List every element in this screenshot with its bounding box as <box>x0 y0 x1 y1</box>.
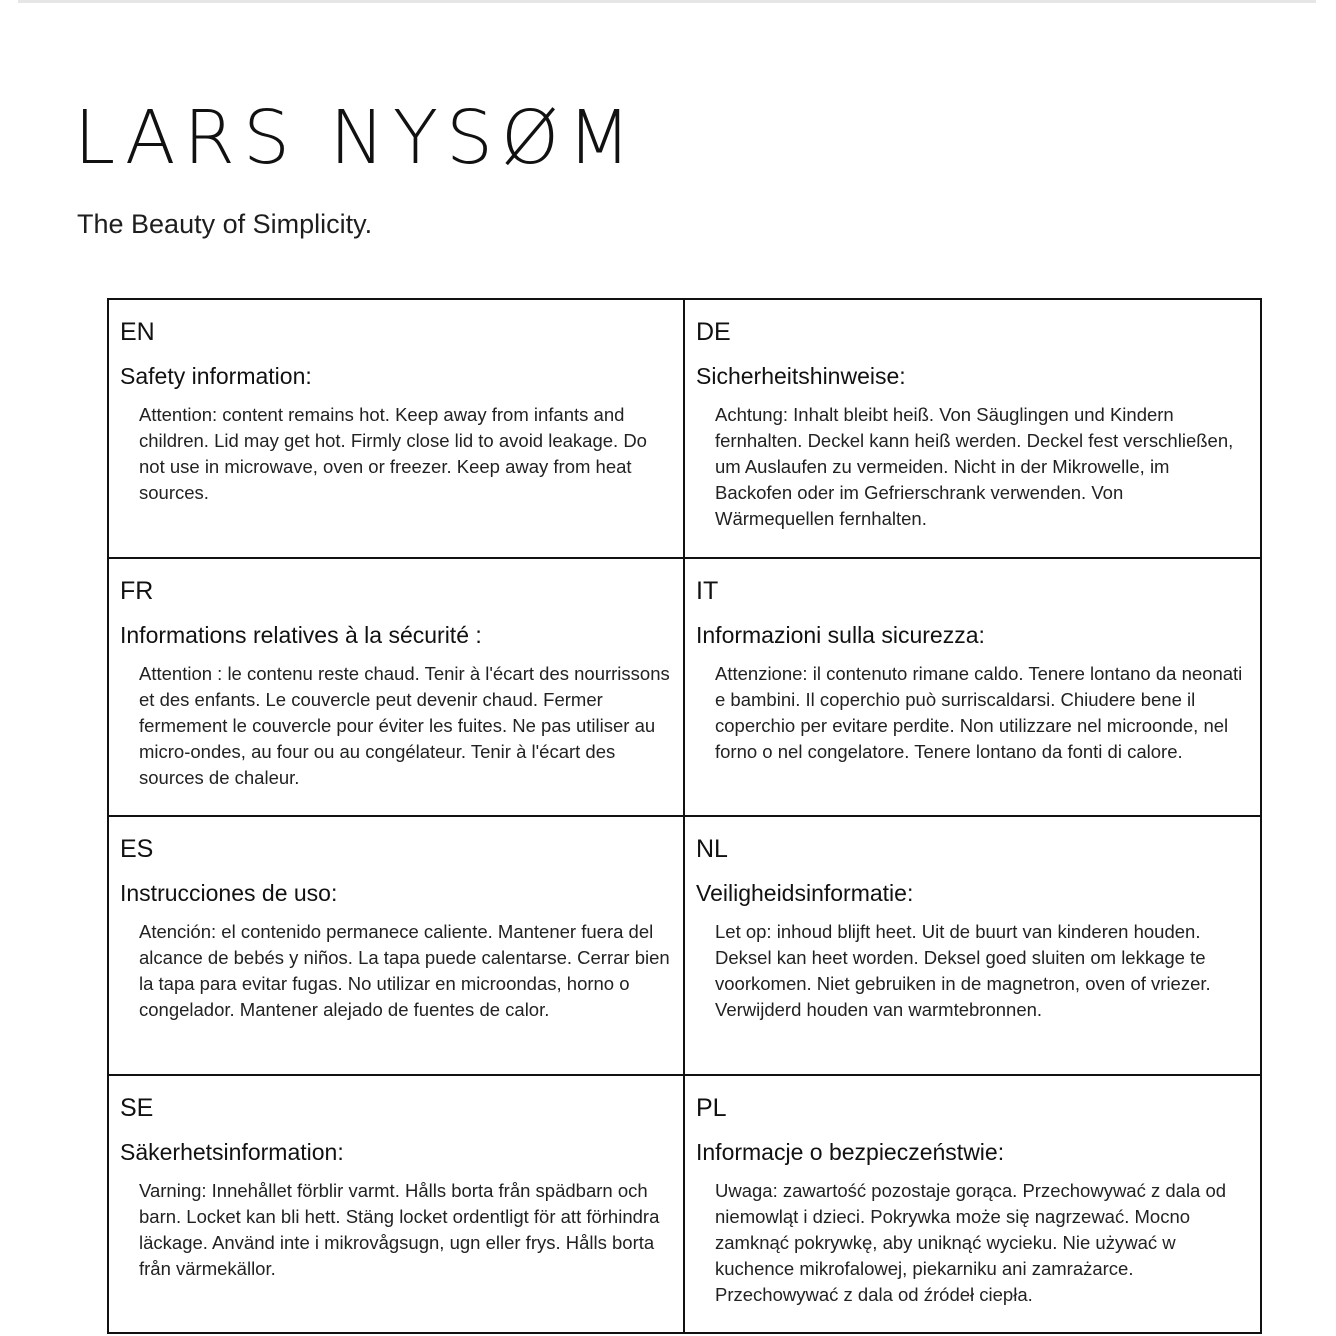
section-text: Attention : le contenu reste chaud. Tenir à l'écart des nourrissons et des enfants. Le couvercle peut devenir chaud. Fermer fermement le couvercle pour éviter les fuites. Ne pas utiliser au micro-ondes, au four ou au congélateur. Tenir à l'écart des sources de chaleur. <box>139 663 670 788</box>
section-text: Uwaga: zawartość pozostaje gorąca. Przechowywać z dala od niemowląt i dzieci. Pokrywka może się nagrzewać. Mocno zamknąć pokrywkę, aby uniknąć wycieku. Nie używać w kuchence mikrofalowej, piekarniku ani zamrażarce. Przechowywać z dala od źródeł ciepła. <box>715 1180 1227 1305</box>
section-heading: Säkerhetsinformation: <box>120 1139 344 1165</box>
section-es <box>109 817 685 1076</box>
language-code: ES <box>120 835 154 863</box>
language-code: DE <box>696 318 731 346</box>
section-text: Atención: el contenido permanece caliente. Mantener fuera del alcance de bebés y niños. La tapa puede calentarse. Cerrar bien la tapa para evitar fugas. No utilizar en microondas, horno o congelador. Mantener alejado de fuentes de calor. <box>139 921 670 1020</box>
section-text: Attention: content remains hot. Keep away from infants and children. Lid may get hot. Firmly close lid to avoid leakage. Do not use in microwave, oven or freezer. Keep away from heat sources. <box>139 404 647 503</box>
section-heading: Safety information: <box>120 363 312 389</box>
section-it <box>685 559 1260 817</box>
section-en <box>109 300 685 559</box>
section-heading: Informacje o bezpieczeństwie: <box>696 1139 1005 1165</box>
section-heading: Instrucciones de uso: <box>120 880 338 906</box>
section-se <box>109 1076 685 1332</box>
language-code: NL <box>696 835 728 863</box>
section-heading: Informations relatives à la sécurité : <box>120 622 482 648</box>
section-pl <box>685 1076 1260 1332</box>
language-code: PL <box>696 1094 727 1122</box>
section-text: Let op: inhoud blijft heet. Uit de buurt van kinderen houden. Deksel kan heet worden. Deksel goed sluiten om lekkage te voorkomen. Niet gebruiken in de magnetron, oven of vriezer. Verwijderd houden van warmtebronnen. <box>715 921 1211 1020</box>
brand-logo: LARS NYSØM <box>74 95 640 181</box>
language-code: EN <box>120 318 155 346</box>
section-de <box>685 300 1260 559</box>
language-code: FR <box>120 577 154 605</box>
section-nl <box>685 817 1260 1076</box>
section-text: Attenzione: il contenuto rimane caldo. Tenere lontano da neonati e bambini. Il coperchio può surriscaldarsi. Chiudere bene il coperchio per evitare perdite. Non utilizzare nel microonde, nel forno o nel congelatore. Tenere lontano da fonti di calore. <box>715 663 1243 762</box>
section-heading: Sicherheitshinweise: <box>696 363 906 389</box>
language-code: IT <box>696 577 719 605</box>
section-heading: Informazioni sulla sicurezza: <box>696 622 985 648</box>
section-text: Varning: Innehållet förblir varmt. Hålls borta från spädbarn och barn. Locket kan bli hett. Stäng locket ordentligt för att förhindra läckage. Använd inte i mikrovågsugn, ugn eller frys. Hålls borta från värmekällor. <box>139 1180 660 1279</box>
brand-tagline: The Beauty of Simplicity. <box>77 209 373 239</box>
section-text: Achtung: Inhalt bleibt heiß. Von Säuglingen und Kindern fernhalten. Deckel kann heiß werden. Deckel fest verschließen, um Auslaufen zu vermeiden. Nicht in der Mikrowelle, im Backofen oder im Gefrierschrank verwenden. Von Wärmequellen fernhalten. <box>715 404 1234 529</box>
language-code: SE <box>120 1094 154 1122</box>
section-fr <box>109 559 685 817</box>
safety-info-table <box>107 298 1262 1334</box>
section-heading: Veiligheidsinformatie: <box>696 880 914 906</box>
top-divider <box>18 0 1316 3</box>
